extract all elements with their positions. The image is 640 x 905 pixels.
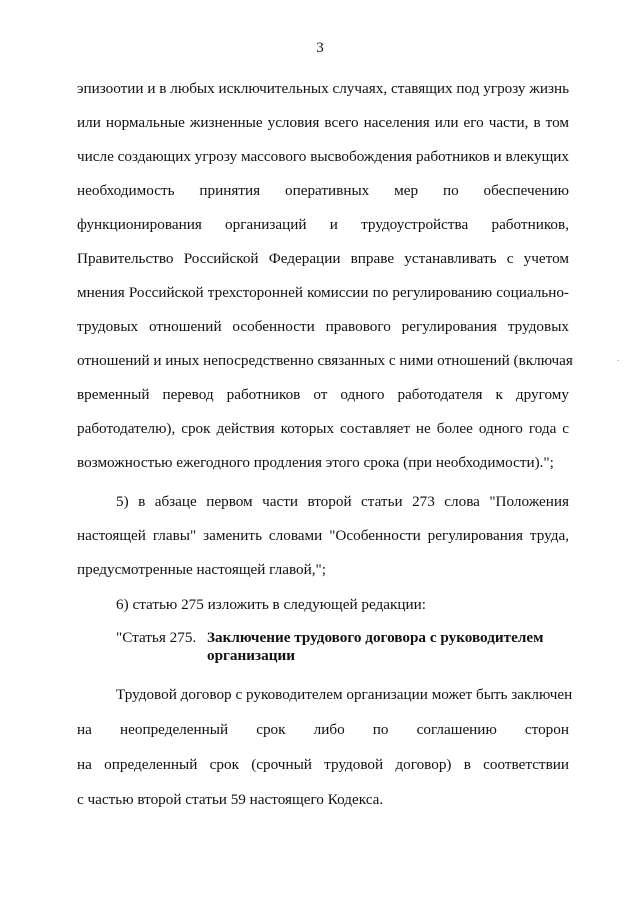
text-line: с частью второй статьи 59 настоящего Кодекса.	[77, 791, 384, 808]
text-line: отношений и иных непосредственно связанных с ними отношений (включая	[77, 352, 573, 369]
text-line: трудовых отношений особенности правового регулирования трудовых	[77, 318, 569, 335]
text-line: возможностью ежегодного продления этого срока (при необходимости).";	[77, 454, 554, 471]
text-line: настоящей главы" заменить словами "Особенности регулирования труда,	[77, 527, 569, 544]
scan-speck	[617, 360, 619, 361]
text-line: на неопределенный срок либо по соглашению сторон	[77, 721, 569, 738]
text-line: 6) статью 275 изложить в следующей редакции:	[116, 596, 426, 613]
text-line: мнения Российской трехсторонней комиссии по регулированию социально-	[77, 284, 569, 301]
text-line: необходимость принятия оперативных мер по обеспечению	[77, 182, 569, 199]
article-title-line: организации	[207, 647, 295, 664]
text-line: на определенный срок (срочный трудовой договор) в соответствии	[77, 756, 569, 773]
article-label: "Статья 275.	[116, 629, 197, 646]
text-line: Правительство Российской Федерации вправе устанавливать с учетом	[77, 250, 569, 267]
text-line: временный перевод работников от одного работодателя к другому	[77, 386, 569, 403]
text-line: Трудовой договор с руководителем организации может быть заключен	[116, 686, 573, 703]
text-line: или нормальные жизненные условия всего населения или его части, в том	[77, 114, 569, 131]
text-line: функционирования организаций и трудоустройства работников,	[77, 216, 569, 233]
text-line: 5) в абзаце первом части второй статьи 273 слова "Положения	[116, 493, 569, 510]
article-title-line: Заключение трудового договора с руководителем	[207, 629, 544, 646]
page-number: 3	[316, 40, 324, 56]
text-line: работодателю), срок действия которых составляет не более одного года с	[77, 420, 569, 437]
text-line: предусмотренные настоящей главой,";	[77, 561, 326, 578]
text-line: эпизоотии и в любых исключительных случаях, ставящих под угрозу жизнь	[77, 80, 569, 97]
text-line: числе создающих угрозу массового высвобождения работников и влекущих	[77, 148, 569, 165]
